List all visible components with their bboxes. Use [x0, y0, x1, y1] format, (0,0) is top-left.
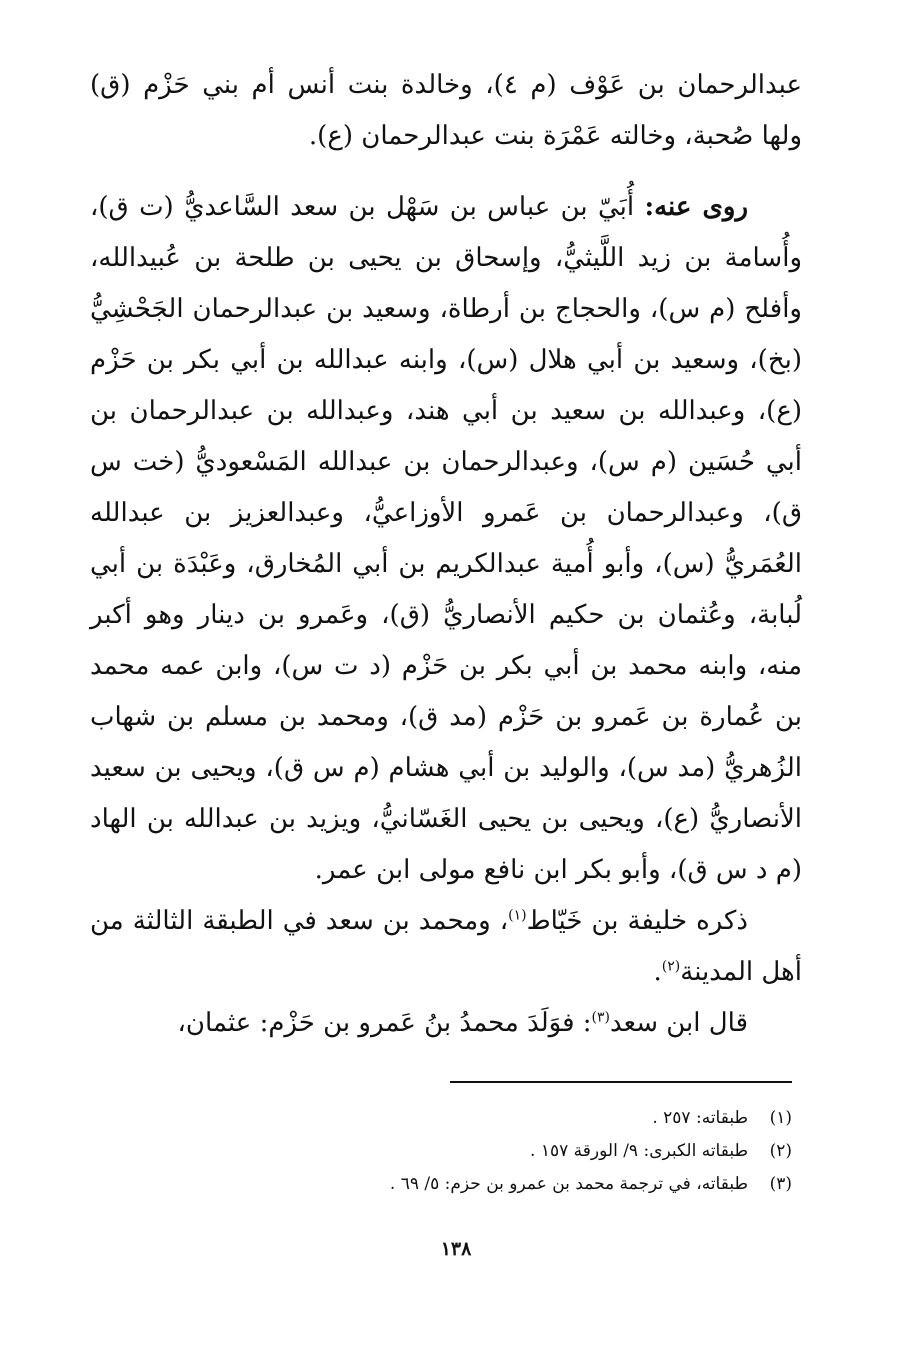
footnote-number: (٢) — [769, 1141, 792, 1161]
footnote-number: (٣) — [769, 1174, 792, 1194]
paragraph-4-text-b: : فوَلَدَ محمدُ بنُ عَمرو بن حَزْم: عثمان، — [177, 1008, 592, 1038]
paragraph-3-text-c: . — [653, 957, 662, 987]
footnote-ref-3: (٣) — [591, 1009, 610, 1026]
footnote-text: طبقاته الكبرى: ٩/ الورقة ١٥٧ . — [530, 1141, 748, 1161]
page-number: ١٣٨ — [440, 1238, 472, 1260]
paragraph-1 — [90, 60, 802, 162]
paragraph-2 — [90, 182, 802, 896]
narrators-heading: روى عنه: — [644, 192, 748, 222]
paragraph-4-text-a: قال ابن سعد — [610, 1008, 748, 1038]
footnote-separator — [450, 1081, 792, 1083]
paragraph-3 — [90, 896, 802, 998]
footnote-text: طبقاته: ٢٥٧ . — [652, 1108, 748, 1128]
footnotes-list — [102, 1102, 792, 1201]
paragraph-1-text: عبدالرحمان بن عَوْف (م ٤)، وخالدة بنت أنس أم بني حَزْم (ق) ولها صُحبة، وخالته عَمْرَة بنت عبدالرحمان (ع). — [90, 70, 802, 151]
main-text — [90, 60, 802, 1049]
footnote-text: طبقاته، في ترجمة محمد بن عمرو بن حزم: ٥/ ٦٩ . — [389, 1174, 748, 1194]
footnote-3 — [102, 1168, 792, 1201]
footnote-ref-2: (٢) — [661, 958, 681, 975]
paragraph-3-text-a: ذكره خليفة بن خَيّاط — [526, 906, 748, 936]
narrators-list: أُبَيّ بن عباس بن سَهْل بن سعد السَّاعديُّ (ت ق)، وأُسامة بن زيد اللَّيثيُّ، وإسحاق بن يحيى بن طلحة بن عُبيدالله، وأفلح (م س)، والحجاج بن أرطاة، وسعيد بن عبدالرحمان الجَحْشِيُّ (بخ)، وسعيد بن أبي هلال (س)، وابنه عبدالله بن أبي بكر بن حَزْم (ع)، وعبدالله بن سعيد بن أبي هند، وعبدالله بن عبدالرحمان بن أبي حُسَين (م س)، وعبدالرحمان بن عبدالله المَسْعوديُّ (خت س ق)، وعبدالرحمان بن عَمرو الأوزاعيُّ، وعبدالعزيز بن عبدالله العُمَريُّ (س)، وأبو أُمية عبدالكريم بن أبي المُخارق، وعَبْدَة بن أبي لُبابة، وعُثمان بن حكيم الأنصاريُّ (ق)، وعَمرو بن دينار وهو أكبر منه، وابنه محمد بن أبي بكر بن حَزْم (د ت س)، وابن عمه محمد بن عُمارة بن عَمرو بن حَزْم (مد ق)، ومحمد بن مسلم بن شهاب الزُهريُّ (مد س)، والوليد بن أبي هشام (م س ق)، ويحيى بن سعيد الأنصاريُّ (ع)، ويحيى بن يحيى الغَسّانيُّ، ويزيد بن عبدالله بن الهاد (م د س ق)، وأبو بكر ابن نافع مولى ابن عمر. — [90, 192, 802, 885]
paragraph-3-text-b: ، ومحمد بن سعد في الطبقة الثالثة من أهل المدينة — [90, 906, 802, 987]
footnote-number: (١) — [769, 1108, 792, 1128]
footnote-1 — [102, 1102, 792, 1135]
footnote-2 — [102, 1135, 792, 1168]
footnote-ref-1: (١) — [508, 907, 527, 924]
paragraph-4 — [90, 998, 802, 1049]
